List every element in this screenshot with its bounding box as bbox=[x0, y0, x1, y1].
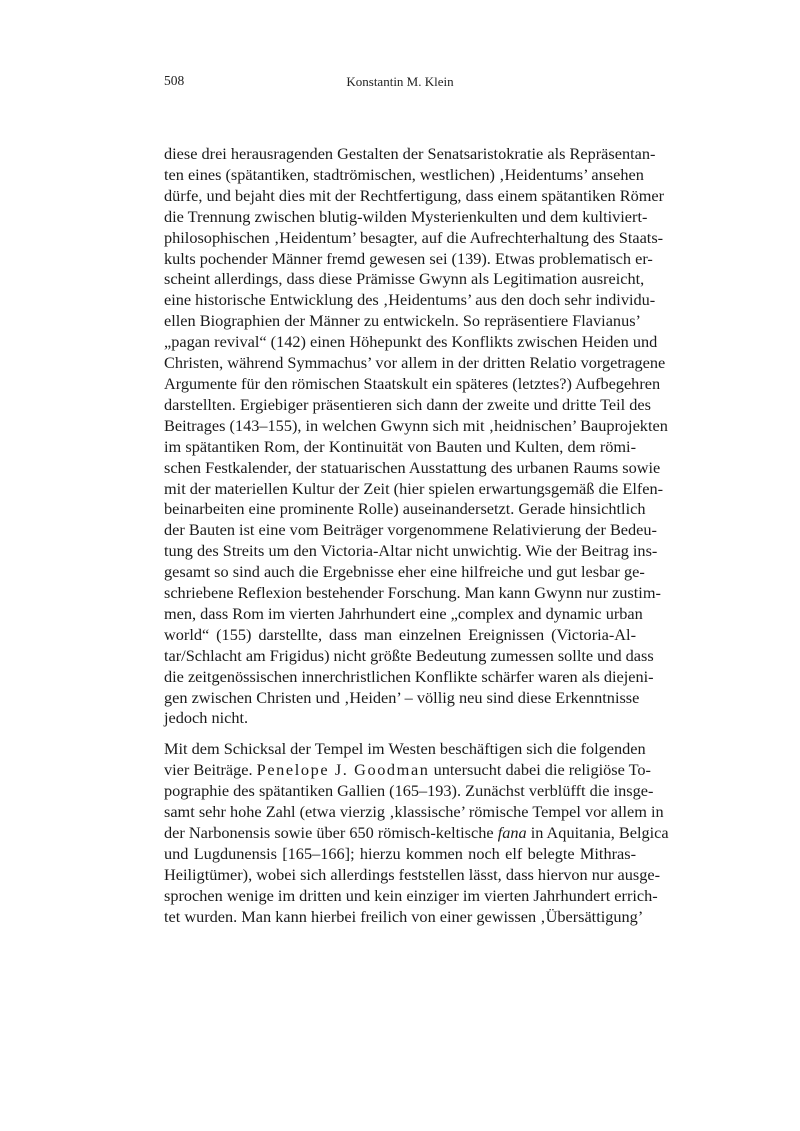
text-line: mit der materiellen Kultur der Zeit (hier spielen erwartungsgemäß die Elfen- bbox=[164, 478, 664, 498]
text-line: pographie des spätantiken Gallien (165–193). Zunächst verblüfft die insge- bbox=[164, 781, 654, 801]
text-line bbox=[164, 760, 651, 781]
text-line: die zeitgenössischen innerchristlichen Konflikte schärfer waren als diejeni- bbox=[164, 666, 654, 686]
paragraph-2 bbox=[164, 739, 669, 927]
text-line: jedoch nicht. bbox=[164, 708, 249, 728]
text-line: ellen Biographien der Männer zu entwickeln. So repräsentiere Flavianus’ bbox=[164, 311, 641, 331]
text-line bbox=[164, 823, 669, 844]
text-line: samt sehr hohe Zahl (etwa vierzig ‚klassische’ römische Tempel vor allem in bbox=[164, 802, 664, 822]
text-line: Beitrages (143–155), in welchen Gwynn sich mit ‚heidnischen’ Bauprojekten bbox=[164, 415, 668, 435]
text-fragment: der Narbonensis sowie über 650 römisch-keltische bbox=[164, 823, 498, 842]
page-number: 508 bbox=[164, 73, 185, 88]
text-line: darstellten. Ergiebiger präsentieren sich dann der zweite und dritte Teil des bbox=[164, 394, 651, 414]
text-line: sprochen wenige im dritten und kein einziger im vierten Jahrhundert errich- bbox=[164, 885, 658, 905]
text-line: dürfe, und bejaht dies mit der Rechtfertigung, dass einem spätantiken Römer bbox=[164, 185, 665, 205]
text-line: tet wurden. Man kann hierbei freilich von einer gewissen ‚Übersättigung’ bbox=[164, 906, 644, 926]
text-line: eine historische Entwicklung des ‚Heidentums’ aus den doch sehr individu- bbox=[164, 290, 656, 310]
paragraph-1 bbox=[164, 144, 668, 729]
text-line: im spätantiken Rom, der Kontinuität von Bauten und Kulten, dem römi- bbox=[164, 436, 636, 456]
text-line: der Bauten ist eine vom Beiträger vorgenommene Relativierung der Bedeu- bbox=[164, 520, 657, 540]
running-head-author: Konstantin M. Klein bbox=[346, 74, 454, 89]
text-fragment: untersucht dabei die religiöse To- bbox=[429, 760, 651, 780]
text-line: scheint allerdings, dass diese Prämisse Gwynn als Legitimation ausreicht, bbox=[164, 269, 645, 289]
text-line: „pagan revival“ (142) einen Höhepunkt des Konflikts zwischen Heiden und bbox=[164, 332, 658, 352]
text-line: gesamt so sind auch die Ergebnisse eher eine hilfreiche und gut lesbar ge- bbox=[164, 562, 645, 582]
author-name: Penelope J. Goodman bbox=[256, 760, 430, 780]
text-line: und Lugdunensis [165–166]; hierzu kommen noch elf belegte Mithras- bbox=[164, 843, 636, 863]
text-line: kults pochender Männer fremd gewesen sei (139). Etwas problematisch er- bbox=[164, 248, 653, 268]
text-fragment: in Aquitania, Belgica bbox=[526, 823, 669, 842]
text-line: tung des Streits um den Victoria-Altar nicht unwichtig. Wie der Beitrag ins- bbox=[164, 541, 658, 561]
italic-term: fana bbox=[497, 823, 527, 842]
text-line: die Trennung zwischen blutig-wilden Mysterienkulten und dem kultiviert- bbox=[164, 206, 648, 226]
text-line: tar/Schlacht am Frigidus) nicht größte Bedeutung zumessen sollte und dass bbox=[164, 645, 654, 665]
text-line: diese drei herausragenden Gestalten der Senatsaristokratie als Repräsentan- bbox=[164, 144, 656, 163]
text-line: beinarbeiten eine prominente Rolle) auseinandersetzt. Gerade hinsichtlich bbox=[164, 499, 646, 519]
text-line: men, dass Rom im vierten Jahrhundert eine „complex and dynamic urban bbox=[164, 603, 643, 623]
text-line: Christen, während Symmachus’ vor allem in der dritten Relatio vorgetragene bbox=[164, 353, 666, 373]
text-line: ten eines (spätantiken, stadtrömischen, westlichen) ‚Heidentums’ ansehen bbox=[164, 164, 644, 184]
text-line: gen zwischen Christen und ‚Heiden’ – völlig neu sind diese Erkenntnisse bbox=[164, 687, 640, 707]
text-line: Mit dem Schicksal der Tempel im Westen beschäftigen sich die folgenden bbox=[164, 739, 646, 759]
text-line: world“ (155) darstellte, dass man einzelnen Ereignissen (Victoria-Al- bbox=[164, 624, 636, 644]
text-line: Argumente für den römischen Staatskult ein späteres (letztes?) Aufbegehren bbox=[164, 373, 661, 393]
body-text bbox=[164, 144, 669, 928]
text-fragment: vier Beiträge. bbox=[164, 760, 257, 780]
text-line: philosophischen ‚Heidentum’ besagter, auf die Aufrechterhaltung des Staats- bbox=[164, 227, 664, 247]
text-line: schen Festkalender, der statuarischen Ausstattung des urbanen Raums sowie bbox=[164, 457, 661, 477]
text-line: Heiligtümer), wobei sich allerdings feststellen lässt, dass hiervon nur ausge- bbox=[164, 864, 661, 884]
text-line: schriebene Reflexion bestehender Forschung. Man kann Gwynn nur zustim- bbox=[164, 583, 661, 603]
